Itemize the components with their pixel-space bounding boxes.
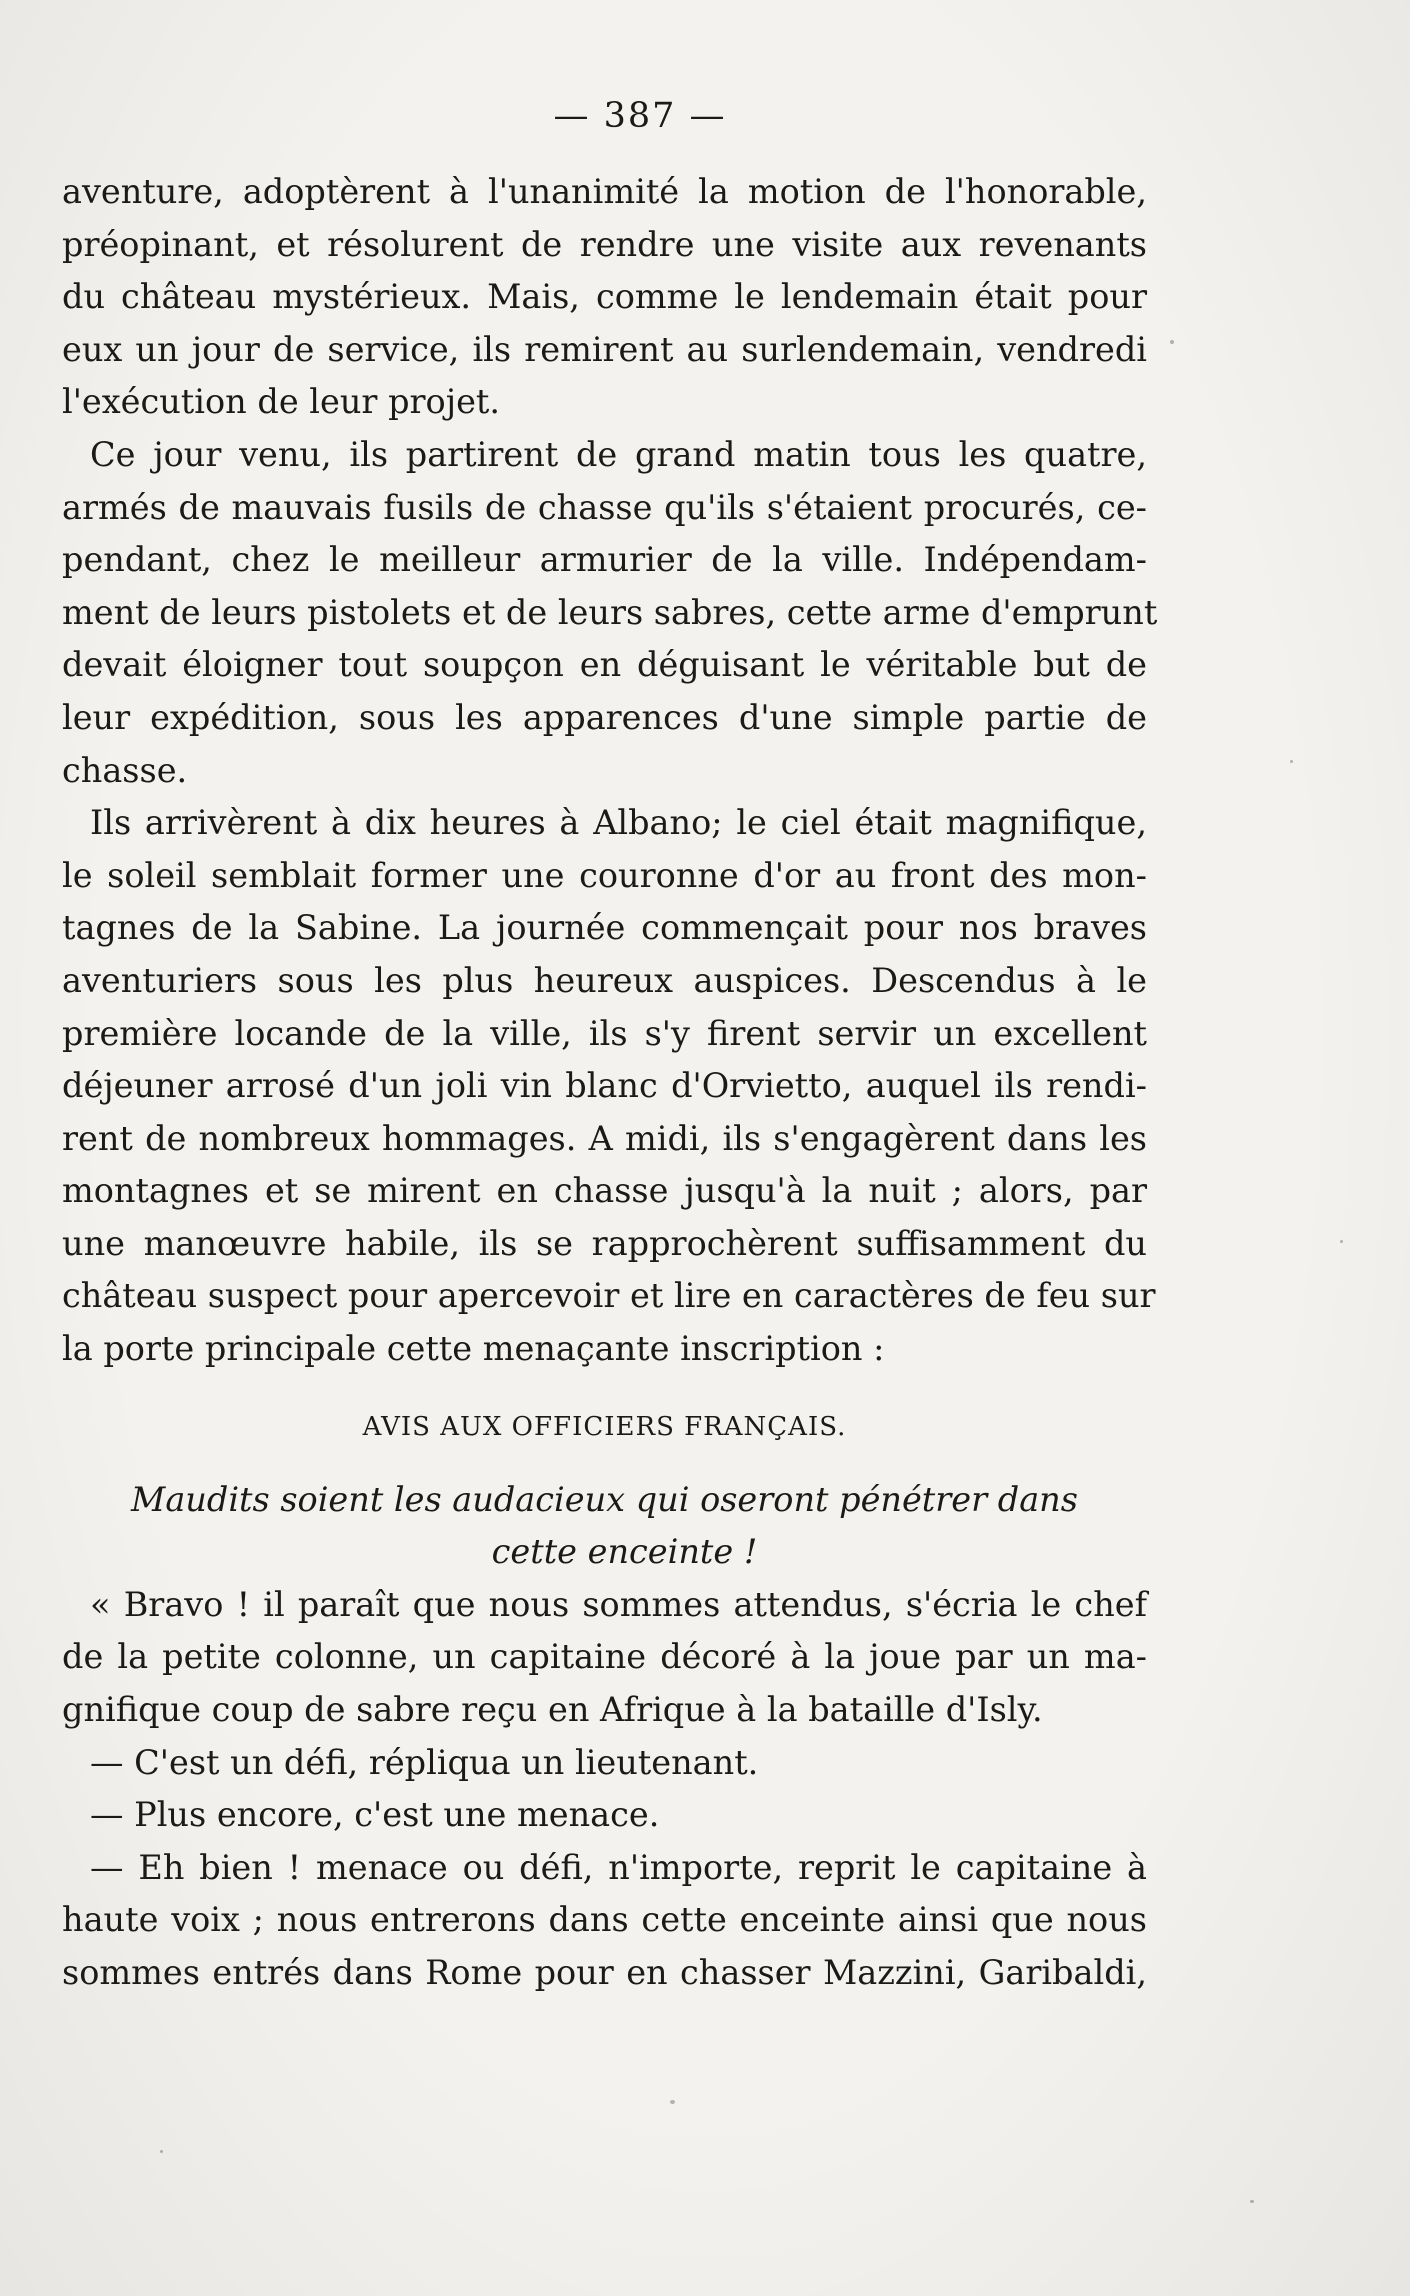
inscription-motto xyxy=(62,1466,1147,1579)
text-line: Ils arrivèrent à dix heures à Albano; le ciel était magnifique, xyxy=(90,803,1147,843)
dialogue-line: — C'est un défi, répliqua un lieutenant. xyxy=(90,1742,759,1782)
page-number: — 387 — xyxy=(553,96,727,136)
dialogue-line: — Plus encore, c'est une menace. xyxy=(90,1795,660,1835)
inscription-heading: AVIS AUX OFFICIERS FRANÇAIS. xyxy=(362,1411,847,1442)
text-line: ment de leurs pistolets et de leurs sabres, cette arme d'emprunt xyxy=(62,592,1158,632)
text-line: chasse. xyxy=(62,750,188,790)
text-line: devait éloigner tout soupçon en déguisant le véritable but de xyxy=(62,645,1147,685)
paragraph-3 xyxy=(62,797,1156,1376)
print-speck xyxy=(1170,340,1174,344)
paragraph-2 xyxy=(62,429,1158,797)
text-line: sommes entrés dans Rome pour en chasser Mazzini, Garibaldi, xyxy=(62,1953,1147,1992)
text-line: eux un jour de service, ils remirent au surlendemain, vendredi xyxy=(62,329,1147,369)
text-line: pendant, chez le meilleur armurier de la ville. Indépendam- xyxy=(62,540,1147,580)
print-speck xyxy=(1290,760,1293,763)
print-speck xyxy=(1340,1240,1343,1243)
motto-line: cette enceinte ! xyxy=(491,1532,758,1572)
motto-line: Maudits soient les audacieux qui oseront pénétrer dans xyxy=(131,1479,1078,1519)
text-line: déjeuner arrosé d'un joli vin blanc d'Orvietto, auquel ils rendi- xyxy=(62,1066,1147,1106)
text-line: — Eh bien ! menace ou défi, n'importe, reprit le capitaine à xyxy=(90,1847,1147,1887)
text-line: leur expédition, sous les apparences d'une simple partie de xyxy=(62,697,1147,737)
text-line: haute voix ; nous entrerons dans cette enceinte ainsi que nous xyxy=(62,1900,1147,1940)
text-line: de la petite colonne, un capitaine décoré à la joue par un ma- xyxy=(62,1637,1147,1677)
text-line: du château mystérieux. Mais, comme le lendemain était pour xyxy=(62,277,1147,317)
print-speck xyxy=(1250,2200,1254,2203)
text-line: première locande de la ville, ils s'y firent servir un excellent xyxy=(62,1013,1147,1053)
print-speck xyxy=(160,2150,163,2153)
text-line: la porte principale cette menaçante inscription : xyxy=(62,1329,885,1369)
text-line: l'exécution de leur projet. xyxy=(62,382,501,422)
text-line: gnifique coup de sabre reçu en Afrique à la bataille d'Isly. xyxy=(62,1690,1043,1730)
text-line: armés de mauvais fusils de chasse qu'ils s'étaient procurés, ce- xyxy=(62,487,1147,527)
text-line: Ce jour venu, ils partirent de grand matin tous les quatre, xyxy=(90,434,1147,474)
paragraph-1 xyxy=(62,166,1147,429)
text-line: aventure, adoptèrent à l'unanimité la motion de l'honorable, xyxy=(62,172,1147,211)
text-line: rent de nombreux hommages. A midi, ils s'engagèrent dans les xyxy=(62,1118,1147,1158)
text-line: « Bravo ! il paraît que nous sommes attendus, s'écria le chef xyxy=(90,1584,1147,1624)
text-line: le soleil semblait former une couronne d'or au front des mon- xyxy=(62,855,1147,895)
text-line: montagnes et se mirent en chasse jusqu'à la nuit ; alors, par xyxy=(62,1171,1147,1211)
text-line: préopinant, et résolurent de rendre une visite aux revenants xyxy=(62,224,1147,264)
print-speck xyxy=(670,2100,675,2104)
text-line: aventuriers sous les plus heureux auspices. Descendus à le xyxy=(62,960,1147,1000)
text-line: tagnes de la Sabine. La journée commençait pour nos braves xyxy=(62,908,1147,948)
body-text xyxy=(62,166,1158,2000)
paragraph-4 xyxy=(62,1579,1147,1737)
paragraph-5 xyxy=(62,1842,1147,2000)
text-line: une manœuvre habile, ils se rapprochèrent suffisamment du xyxy=(62,1223,1147,1263)
text-line: château suspect pour apercevoir et lire en caractères de feu sur xyxy=(62,1276,1156,1316)
